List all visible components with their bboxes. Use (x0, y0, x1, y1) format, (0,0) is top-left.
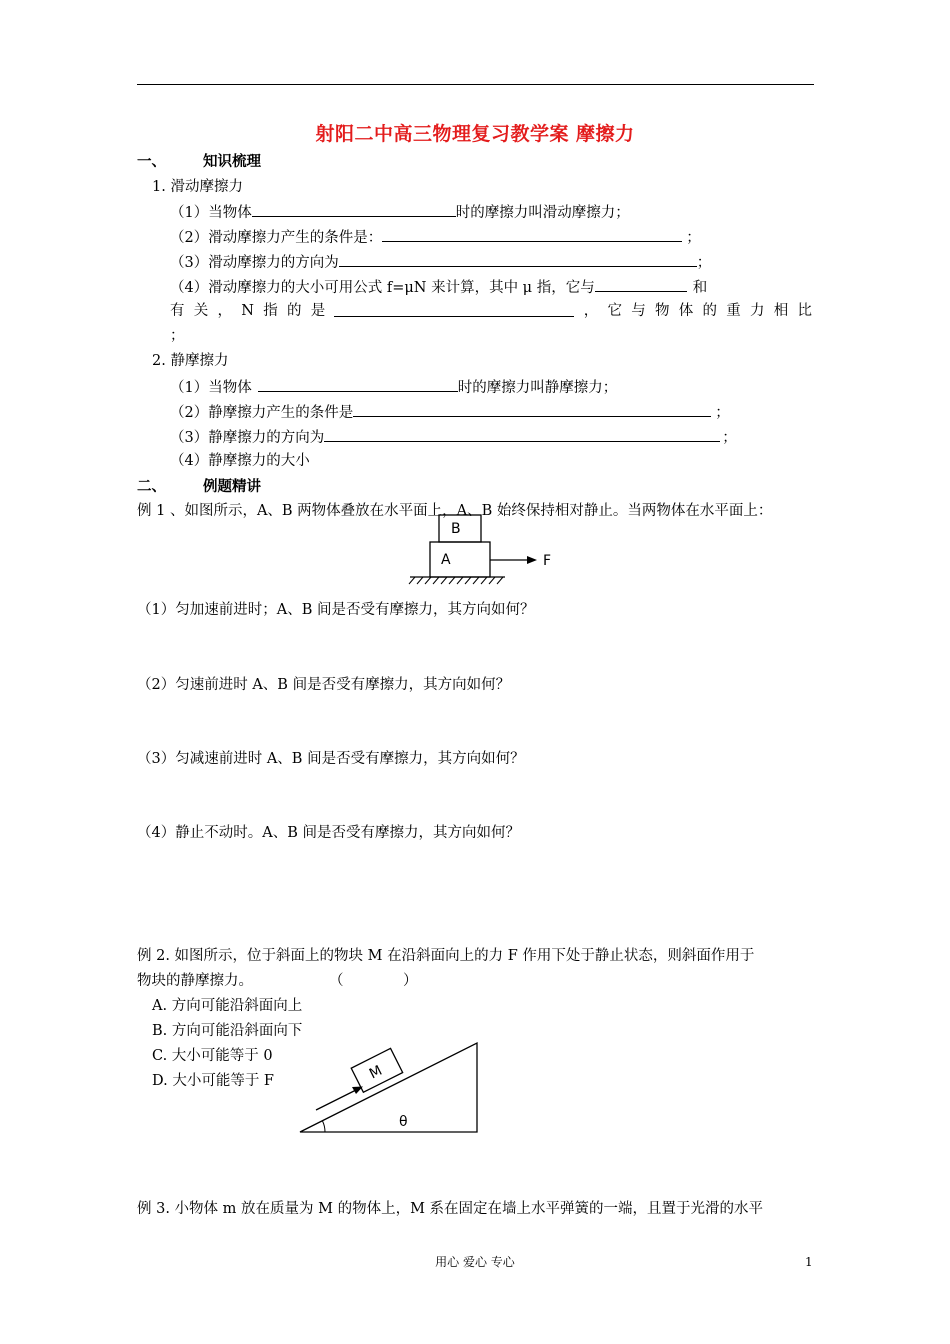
sliding-q1-blank[interactable] (252, 201, 456, 217)
sliding-q3-blank[interactable] (339, 251, 697, 267)
section1-heading: 知识梳理 (203, 153, 261, 170)
force-arrow-head (352, 1087, 363, 1095)
label-f: F (543, 553, 552, 569)
sliding-q1 (170, 201, 630, 223)
static-q3-blank[interactable] (324, 426, 720, 442)
word: 力 (749, 303, 765, 319)
sliding-q4-blank-2[interactable] (334, 301, 574, 317)
word: 体 (678, 303, 694, 319)
word: N (241, 303, 254, 319)
sliding-q4 (170, 276, 707, 298)
sliding-q4-and: 和 (692, 280, 708, 296)
ex2-stem-text: 物块的静摩擦力。 (137, 973, 253, 989)
sliding-q3-end: ； (696, 255, 712, 271)
ex2-option-a[interactable]: A. 方向可能沿斜面向上 (152, 998, 303, 1014)
section2-number: 二、 (137, 478, 166, 495)
sliding-q4-blank-1[interactable] (595, 276, 687, 292)
ex2-paren-close: ） (403, 973, 418, 989)
angle-arc (323, 1121, 326, 1132)
sliding-q1-post: 时的摩擦力叫滑动摩擦力； (455, 205, 630, 221)
static-q1 (170, 376, 617, 398)
sliding-q1-pre: （1）当物体 (170, 205, 252, 221)
word: 与 (631, 303, 646, 319)
static-q2-end: ； (715, 405, 730, 421)
ex2-stem-line2 (137, 971, 418, 991)
ex1-q1: （1）匀加速前进时；A、B 间是否受有摩擦力，其方向如何？ (137, 602, 535, 618)
ex1-figure (405, 510, 565, 590)
static-q2-blank[interactable] (353, 401, 711, 417)
sliding-q2-end: ； (686, 230, 701, 246)
ex1-q3: （3）匀减速前进时 A、B 间是否受有摩擦力，其方向如何？ (137, 751, 525, 767)
block-m (351, 1048, 402, 1092)
section1-number: 一、 (137, 153, 166, 170)
static-q1-post: 时的摩擦力叫静摩擦力； (457, 380, 618, 396)
word: ， (583, 303, 599, 319)
static-q3-text: （3）静摩擦力的方向为 (170, 430, 325, 446)
static-q2 (170, 401, 730, 423)
label-b: B (451, 521, 461, 537)
static-q4: （4）静摩擦力的大小 (170, 453, 310, 469)
block-a (430, 542, 490, 577)
word: 关 (193, 303, 209, 319)
word: ， (217, 303, 232, 319)
label-m: M (366, 1062, 385, 1083)
sliding-q3 (170, 251, 711, 273)
word: 的 (286, 303, 302, 319)
ex2-figure (295, 1035, 490, 1140)
section2-heading: 例题精讲 (203, 478, 261, 495)
ex1-q2: （2）匀速前进时 A、B 间是否受有摩擦力，其方向如何？ (137, 677, 511, 693)
word: 相 (773, 303, 789, 319)
ex1-q4: （4）静止不动时。A、B 间是否受有摩擦力，其方向如何？ (137, 825, 520, 841)
ex1-stem: 例 1 、如图所示，A、B 两物体叠放在水平面上，A、B 始终保持相对静止。当两物体在水平面上： (137, 503, 773, 519)
page-title: 射阳二中高三物理复习教学案 摩擦力 (315, 123, 635, 145)
static-q1-pre: （1）当物体 (170, 380, 252, 396)
ground-hatch (409, 577, 503, 584)
word: 指 (263, 303, 278, 319)
ex2-stem-line1: 例 2. 如图所示，位于斜面上的物块 M 在沿斜面向上的力 F 作用下处于静止状态，则斜面作用于 (137, 948, 755, 964)
sliding-q4-end: ； (170, 328, 185, 344)
page-number: 1 (805, 1255, 813, 1269)
ex2-option-b[interactable]: B. 方向可能沿斜面向下 (152, 1023, 303, 1039)
static-q3-end: ； (722, 430, 737, 446)
header-rule (137, 84, 814, 85)
footer-text: 用心 爱心 专心 (435, 1255, 515, 1269)
sliding-q4-line2 (170, 301, 812, 321)
sliding-q4-pre: （4）滑动摩擦力的大小可用公式 f=μN 来计算，其中 μ 指，它与 (170, 280, 595, 296)
static-q2-text: （2）静摩擦力产生的条件是 (170, 405, 354, 421)
word: 重 (726, 303, 741, 319)
sliding-heading: 1. 滑动摩擦力 (152, 179, 243, 195)
sliding-q2 (170, 226, 701, 248)
sliding-q2-text: （2）滑动摩擦力产生的条件是： (170, 230, 383, 246)
static-q3 (170, 426, 737, 448)
word: 有 (170, 303, 185, 319)
label-a: A (441, 552, 451, 568)
ex2-option-c[interactable]: C. 大小可能等于 0 (152, 1048, 273, 1064)
word: 的 (702, 303, 717, 319)
static-q1-blank[interactable] (258, 376, 458, 392)
label-theta: θ (399, 1114, 408, 1130)
sliding-q2-blank[interactable] (382, 226, 682, 242)
ex2-option-d[interactable]: D. 大小可能等于 F (152, 1073, 274, 1089)
incline (300, 1043, 477, 1132)
word: 物 (654, 303, 670, 319)
word: 比 (797, 303, 812, 319)
sliding-q3-text: （3）滑动摩擦力的方向为 (170, 255, 339, 271)
static-heading: 2. 静摩擦力 (152, 353, 229, 369)
ex2-paren-open: （ (329, 973, 344, 989)
ex3-stem: 例 3. 小物体 m 放在质量为 M 的物体上，M 系在固定在墙上水平弹簧的一端，且置于光滑的水平 (137, 1201, 764, 1217)
force-arrow-head (527, 556, 537, 564)
word: 是 (310, 303, 326, 319)
word: 它 (607, 303, 622, 319)
